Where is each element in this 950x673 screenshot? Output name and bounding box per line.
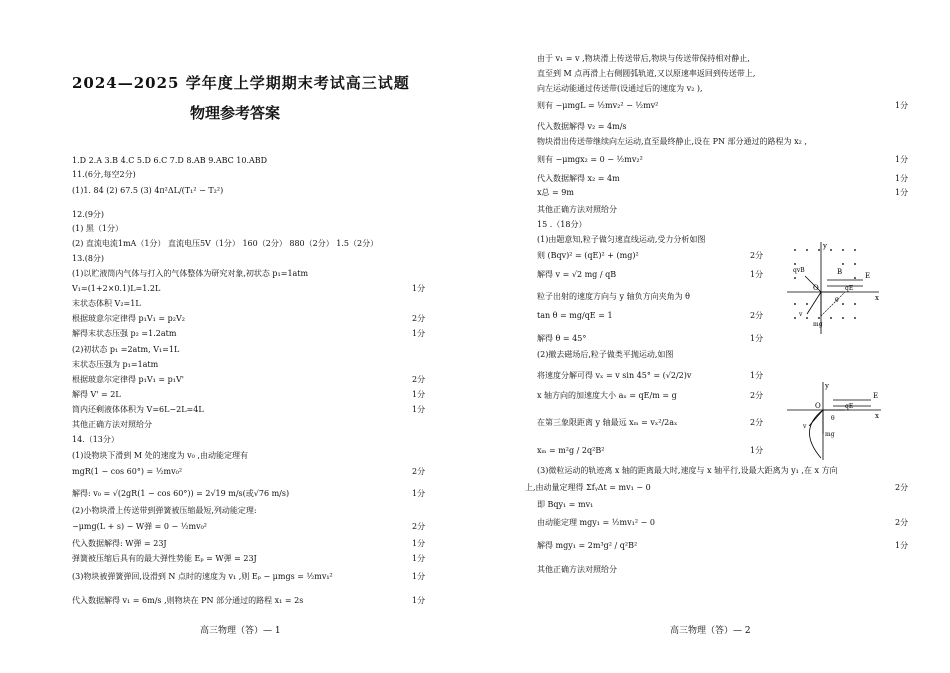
- answer-line: 则有 −μmgL = ½mv₂² − ½mv²: [537, 101, 659, 110]
- answer-line: 则有 −μmgx₂ = 0 − ½mv₂²: [537, 155, 643, 164]
- diagram-label: qvB: [793, 267, 805, 274]
- diagram-label: mg: [813, 321, 823, 328]
- score-label: 2分: [412, 467, 426, 476]
- answer-line: x 轴方向的加速度大小 aₓ = qE/m = g: [537, 391, 677, 400]
- answer-line: 其他正确方法对照给分: [72, 420, 152, 429]
- page-footer-left: 高三物理（答）— 1: [200, 626, 281, 636]
- answer-line: 直至到 M 点再滑上右侧圆弧轨道,又以原速率返回到传送带上,: [537, 69, 756, 78]
- score-label: 2分: [750, 311, 764, 320]
- diagram-label: y: [825, 382, 829, 390]
- page-subtitle: 物理参考答案: [190, 104, 281, 122]
- score-label: 1分: [895, 155, 909, 164]
- answer-line: 解得: v₀ = √(2gR(1 − cos 60°)) = 2√19 m/s(或√76 m/s): [72, 489, 290, 498]
- diagram-label: x: [875, 412, 879, 420]
- score-label: 1分: [412, 284, 426, 293]
- answer-line: −μmg(L + s) − W弹 = 0 − ½mv₀²: [72, 522, 208, 531]
- answer-line: 解得末状态压强 p₂ =1.2atm: [72, 329, 177, 338]
- diagram-label: E: [865, 272, 871, 280]
- score-label: 1分: [412, 572, 426, 581]
- score-label: 2分: [750, 418, 764, 427]
- answer-line: 13.(8分): [72, 254, 105, 263]
- diagram-label: θ: [835, 297, 839, 304]
- answer-line: 在第三象限距离 y 轴最远 xₘ = vₓ²/2aₓ: [537, 418, 678, 427]
- diagram-label: qE: [845, 285, 854, 292]
- answer-line: xₘ = m²g / 2q²B²: [537, 446, 605, 455]
- answer-line: (3)物块被弹簧弹回,设滑到 N 点时的速度为 v₁ ,则 Eₚ − μmgs = ½mv₁²: [72, 572, 333, 581]
- answer-line: 11.(6分,每空2分): [72, 170, 136, 179]
- answer-line: tan θ = mg/qE = 1: [537, 311, 613, 320]
- answer-line: (1)设物块下滑到 M 处的速度为 v₀ ,由动能定理有: [72, 451, 248, 460]
- diagram-label: x: [875, 294, 879, 302]
- page-title: 2024—2025 学年度上学期期末考试高三试题: [72, 74, 410, 92]
- answer-line: (2)小物块滑上传送带到弹簧被压缩最短,列动能定理:: [72, 506, 257, 515]
- answer-line: 末状态压强为 p₁=1atm: [72, 360, 159, 369]
- score-label: 1分: [412, 405, 426, 414]
- answer-line: 筒内还剩液体体积为 V=6L−2L=4L: [72, 405, 204, 414]
- score-label: 1分: [412, 489, 426, 498]
- score-label: 2分: [895, 518, 909, 527]
- answer-line: (1)由题意知,粒子做匀速直线运动,受力分析如图: [537, 235, 706, 244]
- answer-line: 代入数据解得: W弹 = 23J: [72, 539, 167, 548]
- diagram-label: qE: [845, 403, 854, 410]
- score-label: 2分: [750, 251, 764, 260]
- answer-line: 15 .（18分）: [537, 220, 587, 229]
- score-label: 1分: [750, 371, 764, 380]
- score-label: 1分: [895, 188, 909, 197]
- diagram-label: v: [799, 311, 803, 318]
- answer-line: 粒子出射的速度方向与 y 轴负方向夹角为 θ: [537, 292, 690, 301]
- diagram-label: mg: [825, 431, 835, 438]
- answer-line: (2) 直流电流1mA（1分） 直流电压5V（1分） 160（2分） 880（2分） 1.5（2分）: [72, 239, 379, 248]
- answer-line: 其他正确方法对照给分: [537, 205, 617, 214]
- answer-line: (1)以贮液筒内气体与打入的气体整体为研究对象,初状态 p₁=1atm: [72, 269, 309, 278]
- score-label: 1分: [895, 174, 909, 183]
- answer-line: 根据玻意尔定律得 p₁V₁ = p₁V': [72, 375, 184, 384]
- score-label: 2分: [412, 522, 426, 531]
- answer-line: mgR(1 − cos 60°) = ½mv₀²: [72, 467, 183, 476]
- answer-line: 解得 v = √2 mg / qB: [537, 270, 617, 279]
- answer-line: (2)撤去磁场后,粒子做类平抛运动,如图: [537, 350, 674, 359]
- diagram-label: O: [813, 284, 819, 292]
- diagram-label: θ: [831, 415, 835, 422]
- page-right: [475, 0, 950, 673]
- answer-line: 将速度分解可得 vₓ = v sin 45° = (√2/2)v: [537, 371, 692, 380]
- answer-line: 上,由动量定理得 ΣfᵧΔt = mv₁ − 0: [525, 483, 651, 492]
- answer-line: 代入数据解得 v₂ = 4m/s: [537, 122, 627, 131]
- score-label: 1分: [412, 554, 426, 563]
- score-label: 2分: [895, 483, 909, 492]
- score-label: 1分: [750, 270, 764, 279]
- answer-line: 代入数据解得 x₂ = 4m: [537, 174, 620, 183]
- diagram-label: O: [815, 402, 821, 410]
- answer-line: 弹簧被压缩后具有的最大弹性势能 Eₚ = W弹 = 23J: [72, 554, 257, 563]
- force-diagram-2: [787, 380, 883, 462]
- score-label: 2分: [412, 375, 426, 384]
- answer-line: (1)1. 84 (2) 67.5 (3) 4π²ΔL/(T₁² − T₂²): [72, 186, 224, 195]
- answer-line: 向左运动能通过传送带(设通过后的速度为 v₂ ),: [537, 84, 703, 93]
- diagram-label: y: [823, 242, 827, 250]
- score-label: 1分: [412, 390, 426, 399]
- diagram-label: E: [873, 392, 879, 400]
- answer-line: (2)初状态 p₁ =2atm, V₁=1L: [72, 345, 180, 354]
- diagram-label: v: [803, 423, 807, 430]
- score-label: 1分: [750, 334, 764, 343]
- force-diagram-1: [787, 240, 883, 338]
- answer-line: 末状态体积 V₂=1L: [72, 299, 141, 308]
- answer-line: 解得 θ = 45°: [537, 334, 587, 343]
- page-footer-right: 高三物理（答）— 2: [670, 626, 751, 636]
- answer-line: (3)微粒运动的轨迹离 x 轴的距离最大时,速度与 x 轴平行,设最大距离为 y₁ ,在 x 方向: [537, 466, 838, 475]
- answer-line: V₁=(1+2×0.1)L=1.2L: [72, 284, 161, 293]
- answer-line: 则 (Bqv)² = (qE)² + (mg)²: [537, 251, 639, 260]
- score-label: 1分: [412, 329, 426, 338]
- score-label: 1分: [895, 101, 909, 110]
- answer-line: 物块滑出传送带继续向左运动,直至最终静止,设在 PN 部分通过的路程为 x₂ ,: [537, 137, 807, 146]
- score-label: 2分: [750, 391, 764, 400]
- score-label: 1分: [412, 596, 426, 605]
- answer-line: x总 = 9m: [537, 188, 574, 197]
- answer-line: 由动能定理 mgy₁ = ½mv₁² − 0: [537, 518, 655, 527]
- score-label: 1分: [895, 541, 909, 550]
- answer-line: 14.（13分）: [72, 435, 119, 444]
- answer-line: 由于 v₁ = v ,物块滑上传送带后,物块与传送带保持相对静止,: [537, 54, 750, 63]
- answer-line: 根据玻意尔定律得 p₁V₁ = p₂V₂: [72, 314, 185, 323]
- answer-line: 即 Bqy₁ = mv₁: [537, 500, 594, 509]
- score-label: 1分: [750, 446, 764, 455]
- answer-line: 解得 V' = 2L: [72, 390, 121, 399]
- answer-line: 解得 mgy₁ = 2m³g² / q²B²: [537, 541, 638, 550]
- answer-line: 代入数据解得 v₁ = 6m/s ,则物块在 PN 部分通过的路程 x₁ = 2s: [72, 596, 304, 605]
- answer-line: 12.(9分): [72, 210, 105, 219]
- answer-line: 其他正确方法对照给分: [537, 565, 617, 574]
- score-label: 1分: [412, 539, 426, 548]
- diagram-label: B: [837, 268, 843, 276]
- answer-line: (1) 黑（1分）: [72, 224, 123, 233]
- answer-line: 1.D 2.A 3.B 4.C 5.D 6.C 7.D 8.AB 9.ABC 10.ABD: [72, 156, 268, 165]
- score-label: 2分: [412, 314, 426, 323]
